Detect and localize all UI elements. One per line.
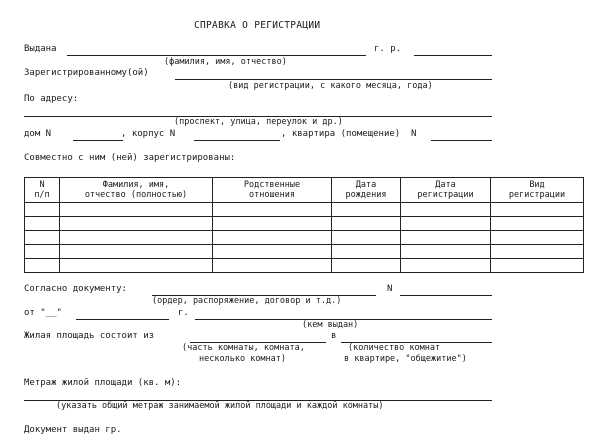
table-cell[interactable] — [25, 245, 60, 259]
issued-by-caption: (кем выдан) — [302, 320, 359, 330]
birth-year-label: г. р. — [374, 44, 402, 54]
table-cell[interactable] — [60, 245, 213, 259]
in-label: в — [331, 331, 337, 341]
house-field-line[interactable] — [73, 140, 123, 141]
table-cell[interactable] — [332, 245, 401, 259]
rooms-caption-2: в квартире, "общежитие") — [344, 354, 467, 364]
issued-label: Выдана — [24, 44, 57, 54]
table-cell[interactable] — [401, 203, 491, 217]
table-row — [25, 217, 584, 231]
table-cell[interactable] — [401, 245, 491, 259]
table-cell[interactable] — [491, 217, 584, 231]
table-cell[interactable] — [491, 245, 584, 259]
apartment-label: , квартира (помещение) N — [281, 129, 417, 139]
document-number-label: N — [387, 284, 393, 294]
col-header-registration-date: Дата регистрации — [401, 178, 491, 203]
issued-to-label: Документ выдан гр. — [24, 425, 122, 435]
registration-field-line[interactable] — [175, 79, 492, 80]
table-cell[interactable] — [25, 217, 60, 231]
name-caption: (фамилия, имя, отчество) — [164, 57, 287, 67]
col-header-number: N п/п — [25, 178, 60, 203]
part-caption-2: несколько комнат) — [199, 354, 286, 364]
table-cell[interactable] — [60, 217, 213, 231]
name-field-line[interactable] — [67, 55, 366, 56]
table-row — [25, 245, 584, 259]
col-header-birth-date: Дата рождения — [332, 178, 401, 203]
area-caption: (указать общий метраж занимаемой жилой площади и каждой комнаты) — [56, 401, 384, 411]
registration-caption: (вид регистрации, с какого месяца, года) — [228, 81, 433, 91]
apartment-field-line[interactable] — [431, 140, 492, 141]
col-header-full-name: Фамилия, имя, отчество (полностью) — [60, 178, 213, 203]
table-cell[interactable] — [401, 217, 491, 231]
table-cell[interactable] — [491, 259, 584, 273]
cohabitants-label: Совместно с ним (ней) зарегистрированы: — [24, 153, 236, 163]
col-header-registration-type: Вид регистрации — [491, 178, 584, 203]
address-label: По адресу: — [24, 94, 79, 104]
table-cell[interactable] — [213, 203, 332, 217]
area-label: Метраж жилой площади (кв. м): — [24, 378, 182, 388]
table-cell[interactable] — [60, 259, 213, 273]
col-header-relation: Родственные отношения — [213, 178, 332, 203]
table-cell[interactable] — [332, 217, 401, 231]
part-caption-1: (часть комнаты, комната, — [182, 343, 305, 353]
table-row — [25, 231, 584, 245]
street-caption: (проспект, улица, переулок и др.) — [174, 117, 343, 127]
korpus-field-line[interactable] — [194, 140, 280, 141]
date-month-line[interactable] — [76, 319, 169, 320]
table-cell[interactable] — [213, 245, 332, 259]
house-label: дом N — [24, 129, 52, 139]
table-row — [25, 259, 584, 273]
order-caption: (ордер, распоряжение, договор и т.д.) — [152, 296, 342, 306]
page-title: СПРАВКА О РЕГИСТРАЦИИ — [194, 20, 321, 31]
year-label: г. — [178, 308, 189, 318]
table-cell[interactable] — [25, 203, 60, 217]
table-cell[interactable] — [213, 231, 332, 245]
table-header-row — [25, 178, 584, 203]
table-cell[interactable] — [332, 231, 401, 245]
table-cell[interactable] — [25, 259, 60, 273]
korpus-label: , корпус N — [121, 129, 176, 139]
document-label: Согласно документу: — [24, 284, 127, 294]
rooms-caption-1: (количество комнат — [348, 343, 441, 353]
table-cell[interactable] — [60, 231, 213, 245]
registered-label: Зарегистрированному(ой) — [24, 68, 149, 78]
table-cell[interactable] — [213, 217, 332, 231]
document-number-line[interactable] — [400, 295, 492, 296]
table-cell[interactable] — [491, 231, 584, 245]
living-space-label: Жилая площадь состоит из — [24, 331, 155, 341]
table-cell[interactable] — [332, 259, 401, 273]
table-cell[interactable] — [332, 203, 401, 217]
table-cell[interactable] — [25, 231, 60, 245]
date-from-label: от "__" — [24, 308, 62, 318]
table-cell[interactable] — [401, 231, 491, 245]
table-cell[interactable] — [491, 203, 584, 217]
registrants-table — [24, 177, 584, 273]
birth-year-line[interactable] — [414, 55, 492, 56]
table-cell[interactable] — [60, 203, 213, 217]
table-cell[interactable] — [213, 259, 332, 273]
table-row — [25, 203, 584, 217]
table-cell[interactable] — [401, 259, 491, 273]
